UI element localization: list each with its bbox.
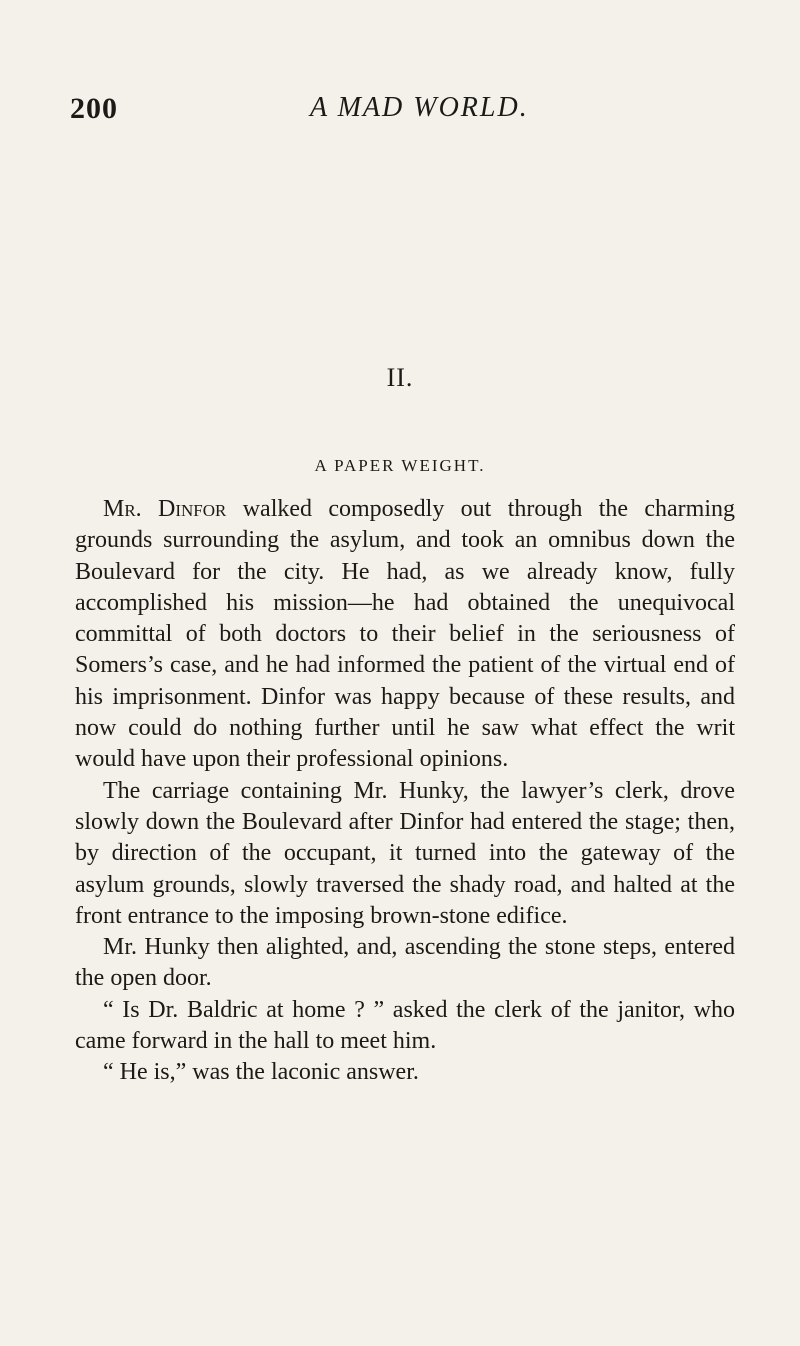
paragraph-5: “ He is,” was the laconic answer.	[103, 1059, 419, 1086]
running-title: A MAD WORLD.	[310, 92, 529, 123]
running-head	[70, 92, 750, 132]
paragraph-3: Mr. Hunky then alighted, and, ascending the stone steps, entered the open door.	[75, 934, 735, 992]
page-number: 200	[70, 92, 118, 125]
paragraph-lead: Mr. Dinfor	[103, 496, 227, 522]
paragraph-4: “ Is Dr. Baldric at home ? ” asked the clerk of the janitor, who came forward in the hall to meet him.	[75, 996, 735, 1055]
paragraph-1	[75, 494, 735, 776]
paragraph-2: The carriage containing Mr. Hunky, the lawyer’s clerk, drove slowly down the Boulevard after Dinfor had entered the stage; then, by direction of the occupant, it turned into the gateway of the asylum grounds, slowly traversed the shady road, and halted at the front entrance to the imposing brown-stone edifice.	[75, 777, 735, 929]
chapter-title: A PAPER WEIGHT.	[314, 456, 486, 475]
chapter-number: II.	[386, 363, 414, 392]
paragraph-text: walked composedly out through the charming grounds surrounding the asylum, and took an omnibus down the Boulevard for the city. He had, as we already know, fully accomplished his mission—he had obtained the unequivocal committal of both doctors to their belief in the seriousness of Somers’s case, and he had informed the patient of the virtual end of his imprisonment. Dinfor was happy because of these results, and now could do nothing further until he saw what effect the writ would have upon their professional opinions.	[75, 496, 735, 773]
body-text	[75, 494, 735, 1089]
